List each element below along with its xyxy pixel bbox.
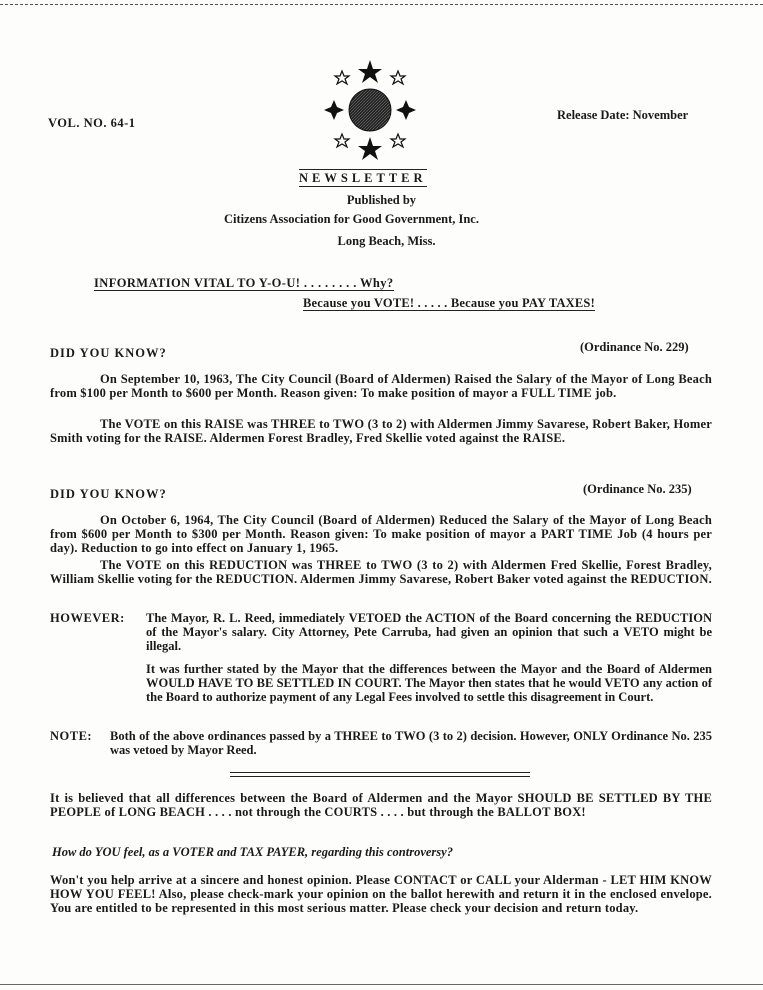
paragraph: It is believed that all differences between the Board of Aldermen and the Mayor SHOULD BE SETTLED BY THE PEOPLE of LONG BEACH . . . . not through the COURTS . . . . but through the BALLOT BOX! [50,791,712,819]
paragraph: It was further stated by the Mayor that the differences between the Mayor and the Board of Aldermen WOULD HAVE TO BE SETTLED IN COURT. The Mayor then states that he would VETO any action of the Board to authorize payment of any Legal Fees involved to settle this disagreement in Court. [146,662,712,704]
star-icon [396,100,416,120]
paragraph: The VOTE on this REDUCTION was THREE to TWO (3 to 2) with Aldermen Fred Skellie, Forest Bradley, William Skellie voting for the REDUCTION. Aldermen Jimmy Savarese, Robert Baker voted against the REDUCTION. [50,558,712,586]
star-icon [358,60,382,83]
release-date: Release Date: November [557,108,689,122]
star-icon [335,71,349,84]
paragraph: Won't you help arrive at a sincere and honest opinion. Please CONTACT or CALL your Alderman - LET HIM KNOW HOW YOU FEEL! Also, please check-mark your opinion on the ballot herewith and return it in the enclosed envelope. You are entitled to be represented in this most serious matter. Please check your decision and return today. [50,873,712,915]
newsletter-title: NEWSLETTER [299,171,427,185]
however-label: HOWEVER: [50,611,125,625]
star-icon [391,134,405,147]
top-edge-rule [0,4,763,5]
paragraph: On September 10, 1963, The City Council (Board of Aldermen) Raised the Salary of the Mayor of Long Beach from $100 per Month to $600 per Month. Reason given: To make position of mayor a FULL TIME job. [50,372,712,400]
publisher-name: Citizens Association for Good Government, Inc. [224,212,479,226]
paragraph: On October 6, 1964, The City Council (Board of Aldermen) Reduced the Salary of the Mayor of Long Beach from $600 per Month to $300 per Month. Reason given: To make position of mayor a PART TIME Job (4 hours per day). Reduction to go into effect on January 1, 1965. [50,513,712,555]
star-icon [335,134,349,147]
star-icon [391,71,405,84]
question-line: How do YOU feel, as a VOTER and TAX PAYER, regarding this controversy? [52,845,453,859]
divider [230,776,530,777]
published-by: Published by [346,193,417,207]
bottom-edge-rule [0,984,763,985]
ordinance-label: (Ordinance No. 235) [583,482,692,496]
note-label: NOTE: [50,729,93,743]
star-emblem-logo [318,58,422,162]
volume-number: VOL. NO. 64-1 [48,116,136,130]
star-icon [324,100,344,120]
publisher-location: Long Beach, Miss. [337,234,436,248]
ordinance-label: (Ordinance No. 229) [580,340,689,354]
because-line: Because you VOTE! . . . . . Because you PAY TAXES! [303,296,595,310]
paragraph: The Mayor, R. L. Reed, immediately VETOED the ACTION of the Board concerning the REDUCTION of the Mayor's salary. City Attorney, Pete Carruba, had given an opinion that such a VETO might be illegal. [146,611,712,653]
star-icon [358,137,382,160]
info-vital-heading: INFORMATION VITAL TO Y-O-U! . . . . . . . . Why? [94,276,394,290]
paragraph: Both of the above ordinances passed by a THREE to TWO (3 to 2) decision. However, ONLY Ordinance No. 235 was vetoed by Mayor Reed. [110,729,712,757]
did-you-know-heading: DID YOU KNOW? [50,346,167,360]
paragraph: The VOTE on this RAISE was THREE to TWO (3 to 2) with Aldermen Jimmy Savarese, Robert Baker, Homer Smith voting for the RAISE. Aldermen Forest Bradley, Fred Skellie voted against the RAISE. [50,417,712,445]
divider [230,772,530,773]
did-you-know-heading: DID YOU KNOW? [50,487,167,501]
